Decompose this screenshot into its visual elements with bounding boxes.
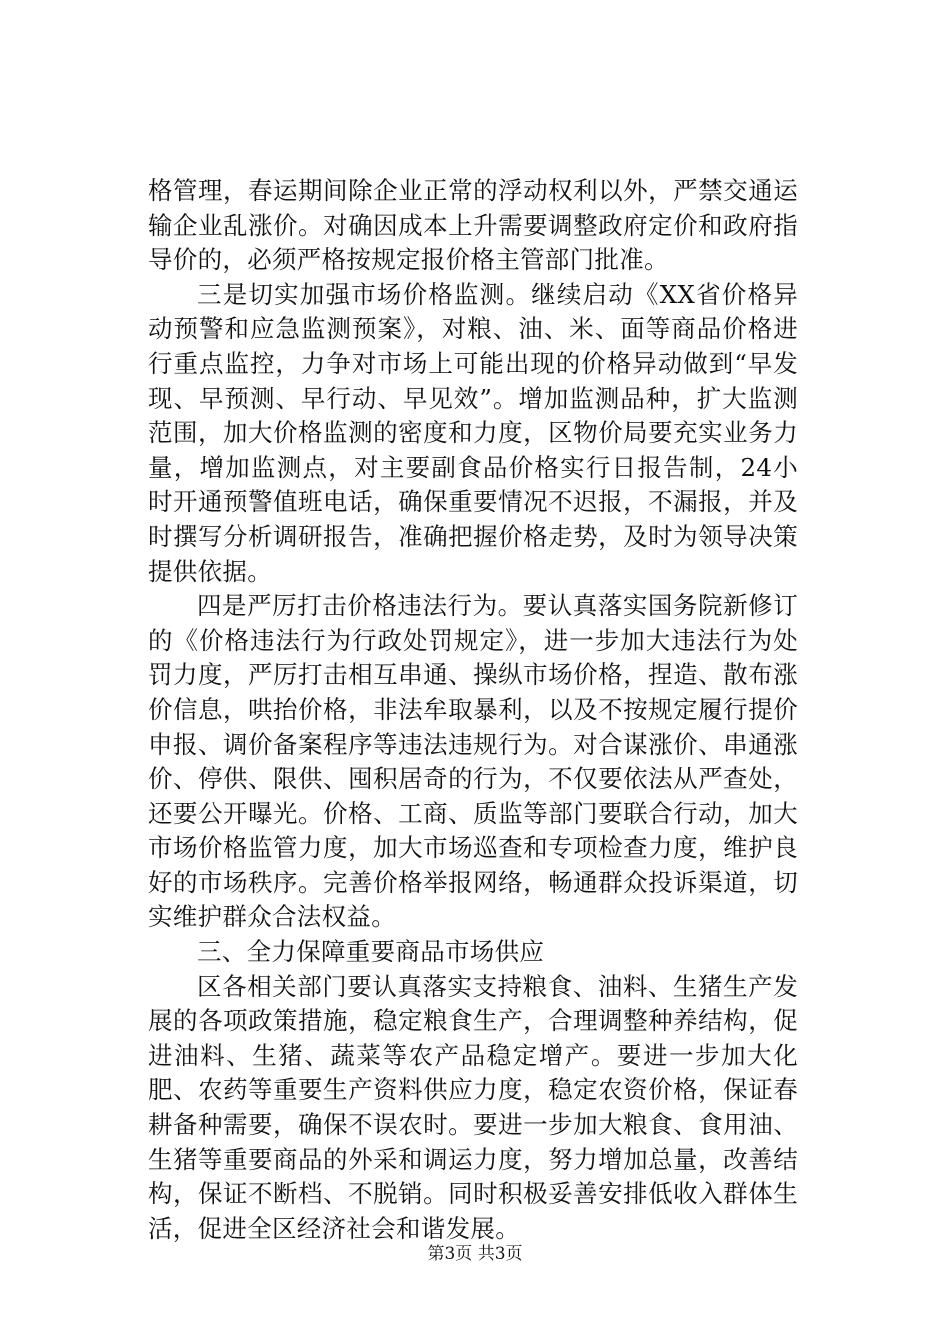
paragraph-continuation: 格管理，春运期间除企业正常的浮动权利以外，严禁交通运输企业乱涨价。对确因成本上升需要调整政府定价和政府指导价的，必须严格按规定报价格主管部门批准。 bbox=[148, 176, 798, 275]
page-number-footer: 第3页 共3页 bbox=[427, 1244, 523, 1264]
section-heading-market-supply: 三、全力保障重要商品市场供应 bbox=[197, 937, 545, 967]
document-body bbox=[148, 174, 798, 1246]
paragraph-market-supply: 区各相关部门要认真落实支持粮食、油料、生猪生产发展的各项政策措施，稳定粮食生产，合理调整种养结构，促进油料、生猪、蔬菜等农产品稳定增产。要进一步加大化肥、农药等重要生产资料供应力度，稳定农资价格，保证春耕备种需要，确保不误农时。要进一步加大粮食、食用油、生猪等重要商品的外采和调运力度，努力增加总量，改善结构，保证不断档、不脱销。同时积极妥善安排低收入群体生活，促进全区经济社会和谐发展。 bbox=[148, 971, 798, 1243]
paragraph-crack-down-violations: 四是严厉打击价格违法行为。要认真落实国务院新修订的《价格违法行为行政处罚规定》，进一步加大违法行为处罚力度，严厉打击相互串通、操纵市场价格，捏造、散布涨价信息，哄抬价格，非法牟取暴利，以及不按规定履行提价申报、调价备案程序等违法违规行为。对合谋涨价、串通涨价、停供、限供、囤积居奇的行为，不仅要依法从严查处，还要公开曝光。价格、工商、质监等部门要联合行动，加大市场价格监管力度，加大市场巡查和专项检查力度，维护良好的市场秩序。完善价格举报网络，畅通群众投诉渠道，切实维护群众合法权益。 bbox=[148, 591, 798, 932]
paragraph-price-monitoring: 三是切实加强市场价格监测。继续启动《XX省价格异动预警和应急监测预案》，对粮、油、米、面等商品价格进行重点监控，力争对市场上可能出现的价格异动做到“早发现、早预测、早行动、早见效”。增加监测品种，扩大监测范围，加大价格监测的密度和力度，区物价局要充实业务力量，增加监测点，对主要副食品价格实行日报告制，24小时开通预警值班电话，确保重要情况不迟报，不漏报，并及时撰写分析调研报告，准确把握价格走势，及时为领导决策提供依据。 bbox=[148, 279, 798, 586]
